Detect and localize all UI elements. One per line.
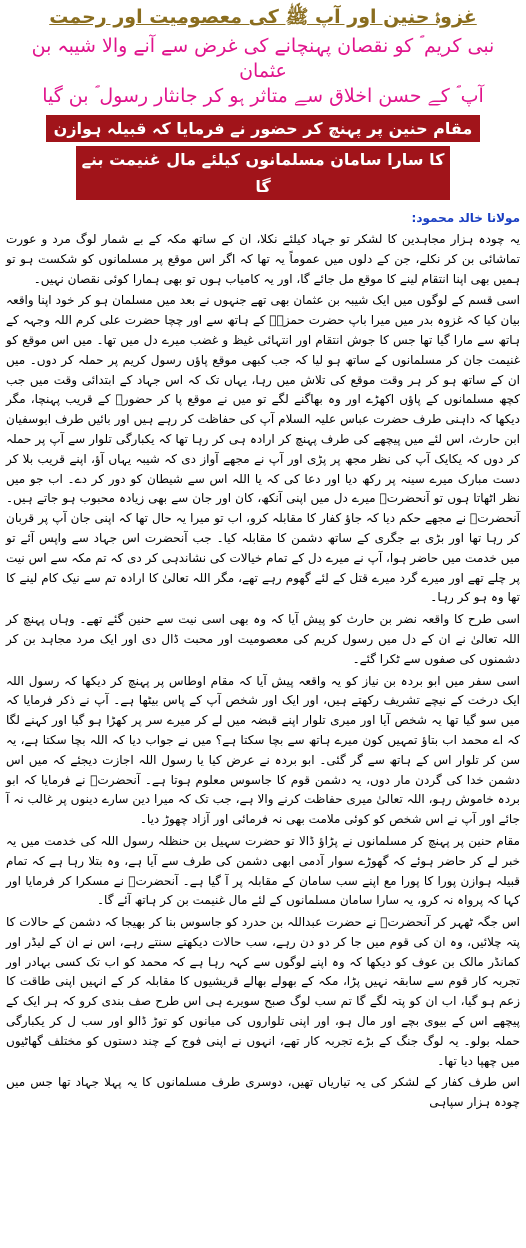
body-paragraph: اسی طرح کا واقعہ نضر بن حارث کو پیش آیا کہ وہ بھی اسی نیت سے حنین گئے تھے۔ وہاں پہنچ کر اللہ تعالیٰ نے ان کے دل میں رسول کریم کی معصومیت اور محبت ڈال دی اور ایک مرد مجاہد بن کر دشمنوں کی صفوں سے ٹکرا گئے۔: [6, 612, 520, 666]
body-paragraph: مقام حنین پر پہنچ کر مسلمانوں نے پڑاؤ ڈالا تو حضرت سہیل بن حنظلہ رسول اللہ کی خدمت میں یہ خبر لے کر حاضر ہوئے کہ گھوڑے سوار آدمی ابھی دشمن کی طرف سے آیا ہے، وہ بتلا رہا ہے کہ تمام قبیلہ ہوازن پورا کا پورا مع اپنے سب سامان کے مقابلہ پر آ گیا ہے۔ آنحضرتؐ نے مسکرا کر فرمایا اور کہا کہ پرواہ نہ کرو، یہ سارا سامان مسلمانوں کے لئے مال غنیمت بن کر ہاتھ آئے گا۔: [6, 833, 520, 908]
body-paragraph: یہ چودہ ہزار مجاہدین کا لشکر تو جہاد کیلئے نکلا، ان کے ساتھ مکہ کے بے شمار لوگ مرد و عورت تماشائی بن کر نکلے، جن کے دلوں میں عموماً یہ تھا کہ اگر اس موقع پر مسلمانوں کو شکست ہو تو ہمیں بھی اپنا انتقام لینے کا موقع مل جائے گا، اور یہ کامیاب ہوں تو بھی ہمارا کوئی نقصان نہیں۔: [6, 232, 520, 286]
article-title: غزوۂ حنین اور آپ ﷺ کی معصومیت اور رحمت: [49, 6, 477, 28]
body-paragraph: اس طرف کفار کے لشکر کی یہ تیاریاں تھیں، دوسری طرف مسلمانوں کا یہ پہلا جہاد تھا جس میں چودہ ہزار سپاہی: [6, 1075, 520, 1110]
body-paragraph: اسی قسم کے لوگوں میں ایک شیبہ بن عثمان بھی تھے جنہوں نے بعد میں مسلمان ہو کر خود اپنا واقعہ بیان کیا کہ غزوہ بدر میں میرا باپ حضرت حمزہؓ کے ہاتھ سے اور چچا حضرت علی کرم اللہ وجہہ کے ہاتھ سے مارا گیا تھا جس کا جوش انتقام اور انتہائی غیظ و غضب میرے دل میں تھا۔ میں اس موقع کو غنیمت جان کر مسلمانوں کے ساتھ ہو لیا کہ جب کبھی موقع پاؤں رسول کریم پر حملہ کر دوں۔ میں ان کے ساتھ ہو کر ہر وقت موقع کی تلاش میں رہا، یہاں تک کہ اس جہاد کے ابتدائی وقت میں جب کچھ مسلمانوں کے پاؤں اکھڑے اور وہ بھاگنے لگے تو میں نے موقع پا کر حضورؐ کے قریب پہنچا، مگر دیکھا کہ داہنی طرف حضرت عباس علیہ السلام آپ کی حفاظت کر رہے ہیں اور بائیں طرف ابوسفیان ابن حارث، اس لئے میں پیچھے کی طرف پہنچ کر ارادہ ہی کر رہا تھا کہ یکبارگی تلوار سے آپ پر حملہ کر دوں کہ یکایک آپ کی نظر مجھ پر پڑی اور آپ نے مجھے آواز دی کہ شیبہ یہاں آؤ، اپنے قریب بلا کر دست مبارک میرے سینہ پر رکھ دیا اور دعا کی کہ یا اللہ اس سے شیطان کو دور کر دے۔ اب جو میں نظر اٹھاتا ہوں تو آنحضرتؐ میرے دل میں اپنی آنکھ، کان اور جان سے بھی زیادہ محبوب ہو جاتے ہیں۔ آنحضرتؐ نے مجھے حکم دیا کہ جاؤ کفار کا مقابلہ کرو، اب تو میرا یہ حال تھا کہ اپنی جان آپ پر قربان کر رہا تھا اور بڑی بے جگری کے ساتھ دشمن کا مقابلہ کیا۔ جب آنحضرت اس جہاد سے واپس آئے تو میں خدمت میں حاضر ہوا، آپ نے میرے دل کے تمام خیالات کی نشاندہی کر دی کہ تم مکہ سے اس نیت پر چلے تھے اور میرے گرد میرے قتل کے لئے گھوم رہے تھے، مگر اللہ تعالیٰ کا ارادہ تم سے نیک کام لینے کا تھا وہ ہو کر رہا۔: [6, 293, 520, 605]
body-paragraph: اس جگہ ٹھہر کر آنحضرتؐ نے حضرت عبداللہ بن حدرد کو جاسوس بنا کر بھیجا کہ دشمن کے حالات کا پتہ چلائیں، وہ ان کی قوم میں جا کر دو دن رہے، سب حالات دیکھتے سنتے رہے، اس نے ان کے لیڈر اور کمانڈر مالک بن عوف کو دیکھا کہ وہ اپنے لوگوں سے کہہ رہا ہے کہ محمد کو اب تک کسی بہادر اور تجربہ کار قوم سے سابقہ نہیں پڑا، مکہ کے بھولے بھالے قریشیوں کا مقابلہ کر کے انہیں اپنی طاقت کا زعم ہو گیا، اب ان کو پتہ لگے گا تم سب لوگ صبح سویرے ہی اس طرح صف بندی کرو کہ ہر ایک کے پیچھے اس کے بیوی بچے اور مال ہو، اور اپنی تلواروں کی میانوں کو توڑ ڈالو اور سب ل کر یکبارگی حملہ بولو۔ یہ لوگ جنگ کے بڑے تجربہ کار تھے، انہوں نے اپنی فوج کے چند دستوں کو مختلف گھاٹیوں میں چھپا دیا تھا۔: [6, 915, 520, 1068]
author-byline: مولانا خالد محمود:: [411, 211, 520, 225]
body-paragraph: اسی سفر میں ابو بردہ بن نیاز کو یہ واقعہ پیش آیا کہ مقام اوطاس پر پہنچ کر دیکھا کہ رسول اللہ ایک درخت کے نیچے تشریف رکھتے ہیں، اور ایک اور شخص آپ کے پاس بیٹھا ہے۔ آپ نے ذکر فرمایا کہ میں سو گیا تھا یہ شخص آیا اور میری تلوار اپنے قبضہ میں لے کر میرے سر پر کھڑا ہو گیا اور کہنے لگا کہ اے محمد اب بتاؤ تمہیں کون میرے ہاتھ سے بچا سکتا ہے؟ میں نے جواب دیا کہ اللہ بچا سکتا ہے، یہ سن کر تلوار اس کے ہاتھ سے گر گئی۔ ابو بردہ نے عرض کیا یا رسول اللہ اجازت دیجئے کہ میں اس دشمن خدا کی گردن مار دوں، یہ دشمن قوم کا جاسوس معلوم ہوتا ہے۔ آنحضرتؐ نے فرمایا کہ ابو بردہ خاموش رہو، اللہ تعالیٰ میری حفاظت کرنے والا ہے، جب تک کہ میرا دین سارے دینوں پر غالب نہ آ جائے اور آپ نے اس شخص کو کوئی ملامت بھی نہ فرمائی اور آزاد چھوڑ دیا۔: [6, 673, 520, 827]
article-body: [6, 230, 520, 1113]
pink-subheading: [6, 34, 520, 109]
pink-subheading-line: نبی کریم ؐ کو نقصان پہنچانے کی غرض سے آنے والا شیبہ بن عثمان: [31, 35, 495, 82]
red-banner-line: مقام حنین پر پہنچ کر حضور نے فرمایا کہ قبیلہ ہوازن: [46, 115, 480, 142]
pink-subheading-line: آپ ؐ کے حسن اخلاق سے متاثر ہو کر جانثار رسول ؐ بن گیا: [42, 85, 484, 107]
red-banner-line: کا سارا سامان مسلمانوں کیلئے مال غنیمت بنے گا: [76, 146, 450, 200]
